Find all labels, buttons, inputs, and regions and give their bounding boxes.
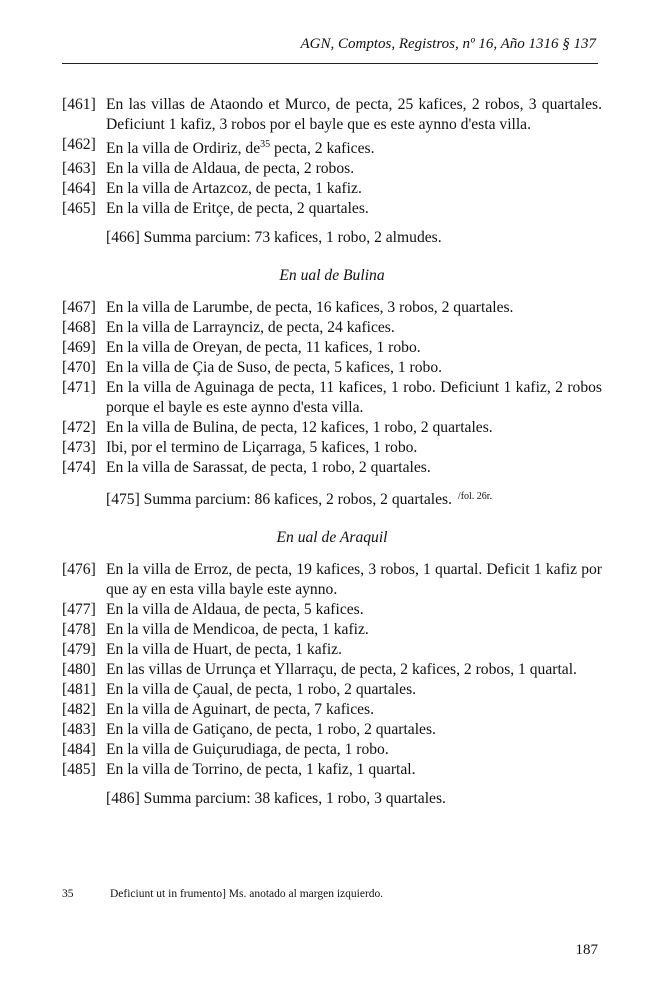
entry-text: En la villa de Çia de Suso, de pecta, 5 kafices, 1 robo. (106, 359, 443, 376)
section-title-araquil: En ual de Araquil (276, 529, 388, 546)
entry-number: [468] (62, 319, 96, 336)
entry-477 (62, 600, 602, 620)
entry-number: [485] (62, 761, 96, 778)
entry-number: [482] (62, 701, 96, 718)
entry-number: [469] (62, 339, 96, 356)
entry-text: En la villa de Gatiçano, de pecta, 1 robo, 2 quartales. (106, 721, 436, 738)
entry-text: En la villa de Mendicoa, de pecta, 1 kafiz. (106, 621, 369, 638)
entry-text: En la villa de Artazcoz, de pecta, 1 kafiz. (106, 180, 362, 197)
entry-461 (62, 95, 602, 135)
entry-473 (62, 438, 602, 458)
entry-text: En las villas de Urrunça et Yllarraçu, de pecta, 2 kafices, 2 robos, 1 quartal. (106, 661, 577, 678)
entry-text: En la villa de Aldaua, de pecta, 5 kafices. (106, 601, 364, 618)
folio-note: /fol. 26r. (457, 491, 493, 502)
entry-text: En la villa de Aguinaga de pecta, 11 kafices, 1 robo. Deficiunt 1 kafiz, 2 robos porque el bayle es este aynno d'esta villa. (106, 379, 602, 416)
entry-text: En la villa de Aldaua, de pecta, 2 robos. (106, 160, 355, 177)
entry-number: [464] (62, 180, 96, 197)
entry-number: [472] (62, 419, 96, 436)
running-header: AGN, Comptos, Registros, nº 16, Año 1316 § 137 (300, 36, 596, 52)
entry-481 (62, 680, 602, 700)
entry-462 (62, 135, 602, 159)
entry-number: [477] (62, 601, 96, 618)
entry-463 (62, 159, 602, 179)
entry-464 (62, 179, 602, 199)
entry-number: [483] (62, 721, 96, 738)
page-number: 187 (575, 942, 598, 958)
entry-number: [463] (62, 160, 96, 177)
entry-number: [465] (62, 200, 96, 217)
entry-number: [481] (62, 681, 96, 698)
entry-471 (62, 378, 602, 418)
entry-text: En la villa de Larraynciz, de pecta, 24 kafices. (106, 319, 395, 336)
entry-number: [467] (62, 299, 96, 316)
entry-number: [479] (62, 641, 96, 658)
entry-text: En la villa de Oreyan, de pecta, 11 kafices, 1 robo. (106, 339, 421, 356)
entry-470 (62, 358, 602, 378)
entry-text: En la villa de Guiçurudiaga, de pecta, 1 robo. (106, 741, 389, 758)
entry-number: [480] (62, 661, 96, 678)
entry-number: [461] (62, 96, 96, 113)
entry-text (106, 135, 602, 159)
summa-475 (62, 487, 602, 510)
entry-text: En la villa de Çaual, de pecta, 1 robo, 2 quartales. (106, 681, 417, 698)
entry-text: En las villas de Ataondo et Murco, de pecta, 25 kafices, 2 robos, 3 quartales. Deficiunt 1 kafiz, 3 robos por el bayle que es este aynno d'esta villa. (106, 96, 602, 133)
entry-484 (62, 740, 602, 760)
footnote-number: 35 (62, 888, 74, 900)
entry-483 (62, 720, 602, 740)
entry-482 (62, 700, 602, 720)
entry-text: En la villa de Erroz, de pecta, 19 kafices, 3 robos, 1 quartal. Deficit 1 kafiz por que ay en esta villa bayle este aynno. (106, 561, 602, 598)
section-title-bulina: En ual de Bulina (279, 267, 385, 284)
footnote-reference[interactable]: 35 (260, 139, 271, 150)
entry-485 (62, 760, 602, 780)
entry-text-part: pecta, 2 kafices. (270, 140, 375, 157)
footnote (62, 888, 602, 900)
entry-number: [471] (62, 379, 96, 396)
entry-number: [476] (62, 561, 96, 578)
header-rule (62, 63, 598, 64)
entry-text: En la villa de Eritçe, de pecta, 2 quartales. (106, 200, 369, 217)
entry-text: En la villa de Sarassat, de pecta, 1 robo, 2 quartales. (106, 459, 431, 476)
entry-476 (62, 560, 602, 600)
entry-number: [462] (62, 136, 96, 153)
entry-text: En la villa de Huart, de pecta, 1 kafiz. (106, 641, 342, 658)
entry-number: [478] (62, 621, 96, 638)
entry-469 (62, 338, 602, 358)
summa-486: [486] Summa parcium: 38 kafices, 1 robo, 3 quartales. (106, 790, 446, 807)
entry-465 (62, 199, 602, 219)
entry-text: En la villa de Bulina, de pecta, 12 kafices, 1 robo, 2 quartales. (106, 419, 493, 436)
entry-text: En la villa de Larumbe, de pecta, 16 kafices, 3 robos, 2 quartales. (106, 299, 514, 316)
entry-text: En la villa de Torrino, de pecta, 1 kafiz, 1 quartal. (106, 761, 416, 778)
entry-number: [470] (62, 359, 96, 376)
entry-467 (62, 298, 602, 318)
entry-472 (62, 418, 602, 438)
entry-text: Ibi, por el termino de Liçarraga, 5 kafices, 1 robo. (106, 439, 418, 456)
entry-number: [484] (62, 741, 96, 758)
entry-468 (62, 318, 602, 338)
summa-466: [466] Summa parcium: 73 kafices, 1 robo, 2 almudes. (106, 229, 442, 246)
entry-number: [473] (62, 439, 96, 456)
footnote-text: Deficiunt ut in frumento] Ms. anotado al margen izquierdo. (110, 888, 384, 900)
entry-478 (62, 620, 602, 640)
main-text (62, 95, 602, 819)
entry-479 (62, 640, 602, 660)
entry-480 (62, 660, 602, 680)
entry-474 (62, 458, 602, 478)
entry-text: En la villa de Aguinart, de pecta, 7 kafices. (106, 701, 375, 718)
entry-number: [474] (62, 459, 96, 476)
summa-text: [475] Summa parcium: 86 kafices, 2 robos, 2 quartales. (106, 491, 453, 508)
entry-text-part: En la villa de Ordiriz, de (106, 140, 261, 157)
